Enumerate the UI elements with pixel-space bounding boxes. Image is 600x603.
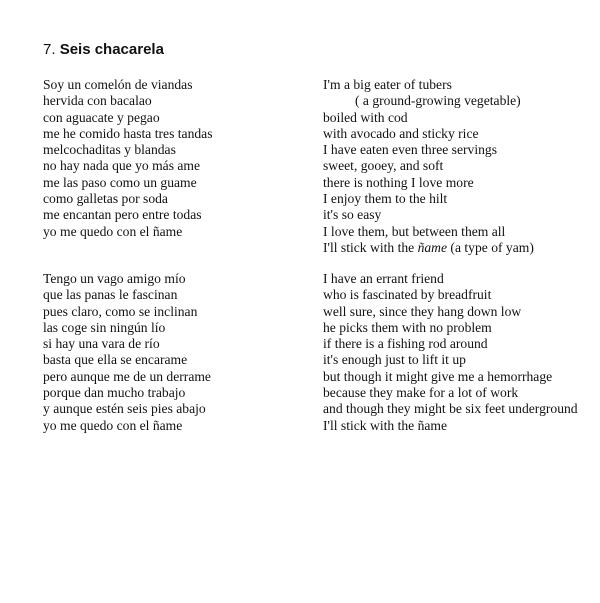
lyric-line: because they make for a lot of work [323, 385, 519, 401]
english-stanza-1 [323, 77, 534, 256]
lyric-line: porque dan mucho trabajo [43, 385, 186, 401]
lyric-line: melcochaditas y blandas [43, 142, 176, 158]
lyric-line: he picks them with no problem [323, 319, 492, 335]
lyric-line: I'll stick with the ñame [323, 417, 448, 433]
lyric-line [323, 240, 534, 256]
spanish-stanza-2 [43, 271, 211, 434]
lyric-line: with avocado and sticky rice [323, 125, 479, 141]
lyric-line: pero aunque me de un derrame [43, 368, 211, 384]
lyric-line: yo me quedo con el ñame [43, 223, 183, 239]
lyric-line: si hay una vara de río [43, 336, 160, 352]
lyric-line: como galletas por soda [43, 191, 168, 207]
lyric-line: con aguacate y pegao [43, 109, 160, 125]
lyric-line: it's so easy [323, 207, 382, 223]
lyric-line: pues claro, como se inclinan [43, 303, 198, 319]
lyric-line: I'm a big eater of tubers [323, 77, 452, 92]
lyric-line: hervida con bacalao [43, 93, 152, 109]
lyric-line: ( a ground-growing vegetable) [355, 93, 521, 109]
song-title [43, 41, 164, 59]
song-number: 7. [43, 41, 56, 58]
italic-term: ñame [417, 239, 448, 255]
lyric-line: me he comido hasta tres tandas [43, 125, 213, 141]
lyric-line: no hay nada que yo más ame [43, 158, 201, 174]
lyric-line: sweet, gooey, and soft [323, 158, 444, 174]
lyric-line: but though it might give me a hemorrhage [323, 368, 553, 384]
lyric-line: basta que ella se encarame [43, 352, 188, 368]
lyric-line: boiled with cod [323, 109, 408, 125]
lyric-line: who is fascinated by breadfruit [323, 287, 492, 303]
lyric-line: Tengo un vago amigo mío [43, 271, 186, 286]
lyric-line: y aunque estén seis pies abajo [43, 401, 206, 417]
song-name: Seis chacarela [59, 41, 164, 58]
lyric-line: las coge sin ningún lío [43, 319, 166, 335]
lyric-line: Soy un comelón de viandas [43, 77, 193, 92]
lyric-line: well sure, since they hang down low [323, 303, 522, 319]
lyric-line: yo me quedo con el ñame [43, 417, 183, 433]
lyric-line: I enjoy them to the hilt [323, 191, 448, 207]
lyric-line: there is nothing I love more [323, 174, 474, 190]
lyric-line: it's enough just to lift it up [323, 352, 466, 368]
lyric-line: I love them, but between them all [323, 223, 506, 239]
lyric-line: I have eaten even three servings [323, 142, 497, 158]
lyric-line: me encantan pero entre todas [43, 207, 202, 223]
lyric-line: if there is a fishing rod around [323, 336, 488, 352]
lyric-line: and though they might be six feet underground [323, 401, 578, 417]
lyric-text: (a type of yam) [447, 239, 534, 255]
spanish-stanza-1 [43, 77, 213, 240]
english-stanza-2 [323, 271, 578, 434]
lyric-text: I'll stick with the [323, 239, 418, 255]
lyric-line: me las paso como un guame [43, 174, 197, 190]
lyric-line: I have an errant friend [323, 271, 444, 286]
lyric-line: que las panas le fascinan [43, 287, 178, 303]
